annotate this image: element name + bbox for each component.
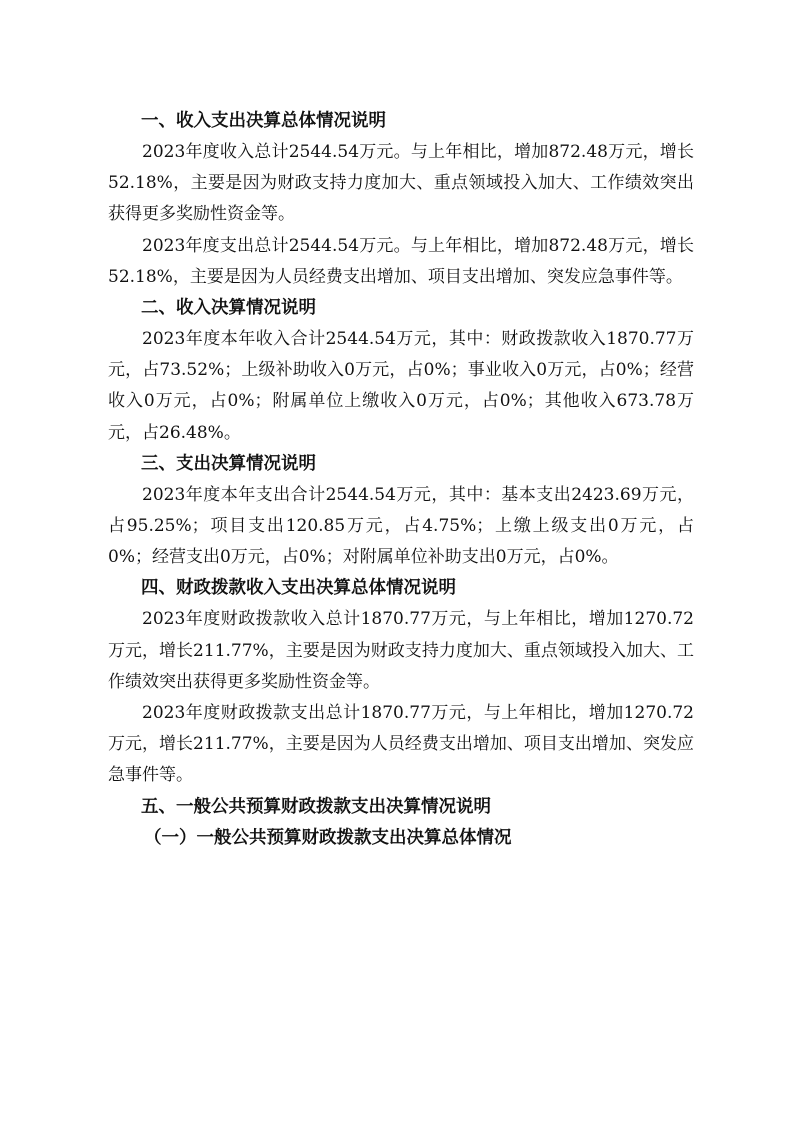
section-heading-expenditure-accounts: 三、支出决算情况说明: [141, 453, 316, 474]
paragraph-income-breakdown: 2023年度本年收入合计2544.54万元，其中：财政拨款收入1870.77万元，占73.52%；上级补助收入0万元，占0%；事业收入0万元，占0%；经营收入0万元，占0%；附属单位上缴收入0万元，占0%；其他收入673.78万元，占26.48%。: [108, 329, 694, 443]
section-heading-fiscal-appropriation-overview: 四、财政拨款收入支出决算总体情况说明: [141, 578, 456, 599]
document-page: [108, 106, 694, 854]
paragraph-expenditure-breakdown: 2023年度本年支出合计2544.54万元，其中：基本支出2423.69万元，占95.25%；项目支出120.85万元，占4.75%；上缴上级支出0万元，占0%；经营支出0万元，占0%；对附属单位补助支出0万元，占0%。: [108, 484, 694, 568]
paragraph-total-expenditure: 2023年度支出总计2544.54万元。与上年相比，增加872.48万元，增长52.18%，主要是因为人员经费支出增加、项目支出增加、突发应急事件等。: [108, 235, 694, 287]
subsection-heading-general-public-budget-overview: （一）一般公共预算财政拨款支出决算总体情况: [144, 827, 512, 848]
section-heading-income-expenditure-overview: 一、收入支出决算总体情况说明: [141, 111, 386, 131]
section-heading-general-public-budget: 五、一般公共预算财政拨款支出决算情况说明: [141, 796, 491, 817]
section-heading-income-accounts: 二、收入决算情况说明: [141, 298, 316, 319]
paragraph-fiscal-appropriation-income: 2023年度财政拨款收入总计1870.77万元，与上年相比，增加1270.72万元，增长211.77%，主要是因为财政支持力度加大、重点领域投入加大、工作绩效突出获得更多奖励性资金等。: [108, 609, 694, 692]
paragraph-total-income: 2023年度收入总计2544.54万元。与上年相比，增加872.48万元，增长52.18%，主要是因为财政支持力度加大、重点领域投入加大、工作绩效突出获得更多奖励性资金等。: [108, 142, 694, 225]
paragraph-fiscal-appropriation-expenditure: 2023年度财政拨款支出总计1870.77万元，与上年相比，增加1270.72万元，增长211.77%，主要是因为人员经费支出增加、项目支出增加、突发应急事件等。: [108, 703, 694, 786]
